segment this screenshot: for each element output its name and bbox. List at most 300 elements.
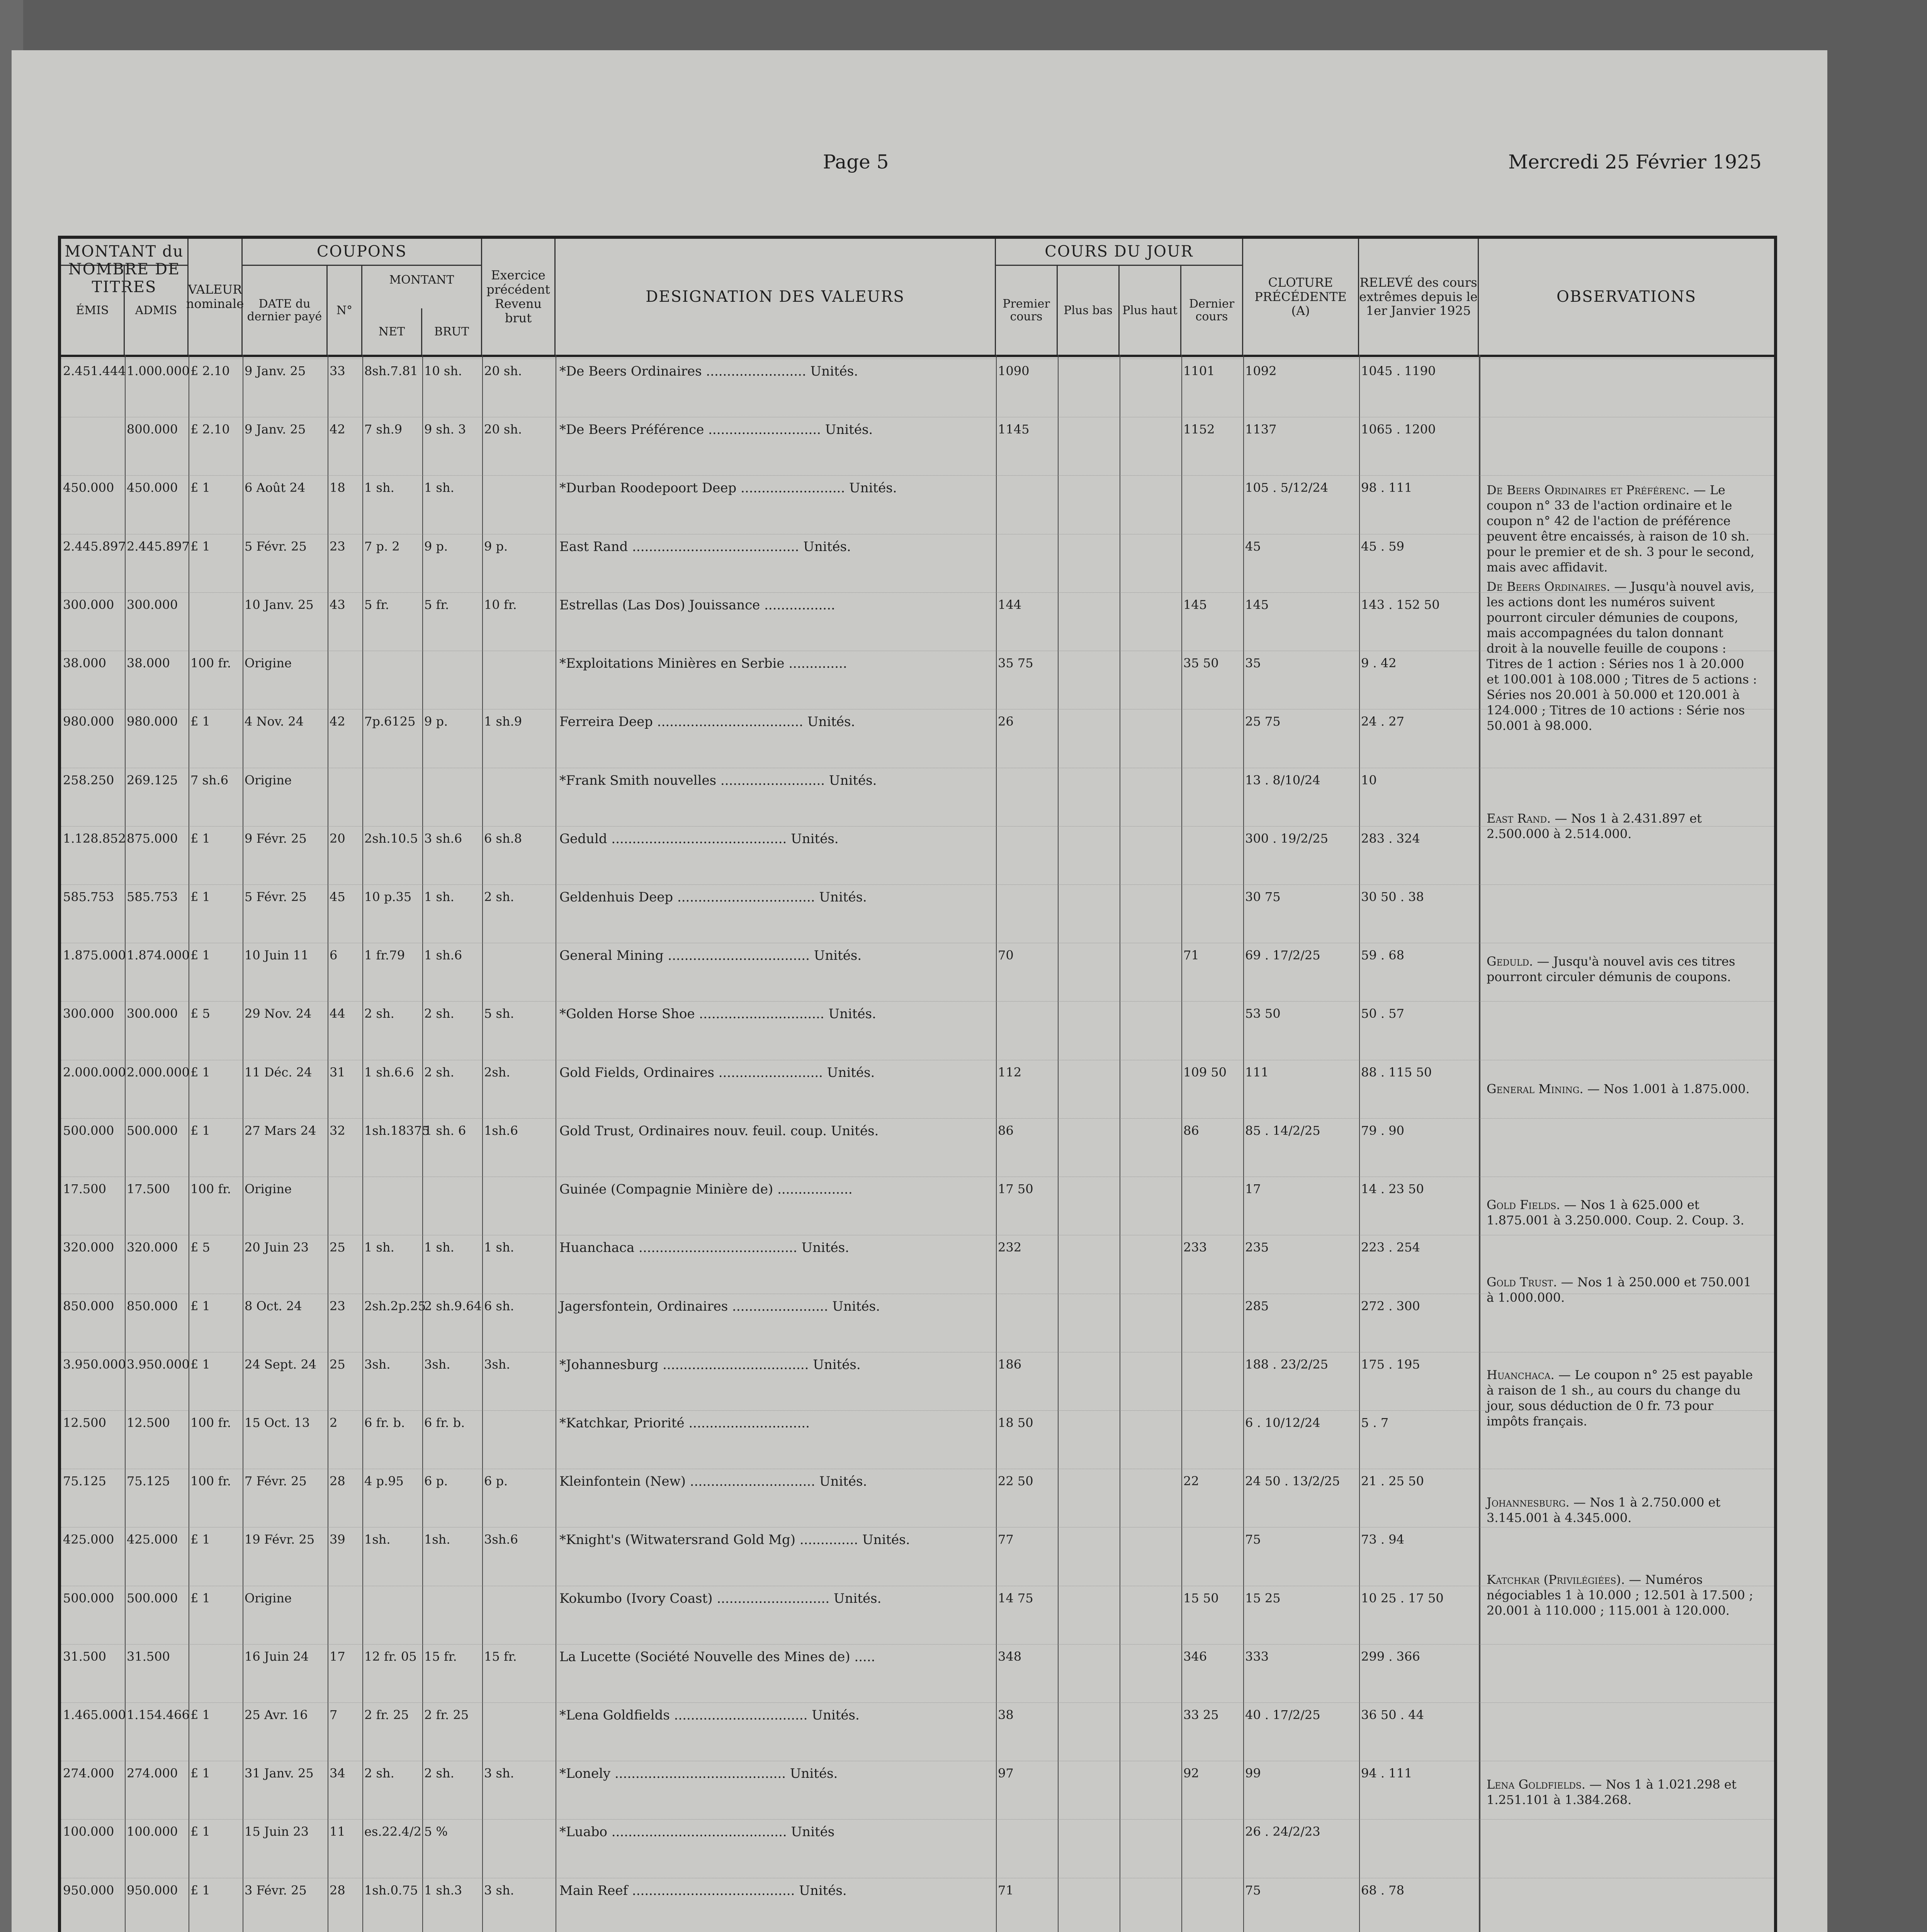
cell-brut: 6 p. <box>424 1474 448 1489</box>
cell-brut: 9 sh. 3 <box>424 422 466 437</box>
cell-name: Guinée (Compagnie Minière de) .................. <box>559 1182 853 1197</box>
cell-exercice: 20 sh. <box>484 364 522 378</box>
observation-text: Nos 1 à 625.000 et 1.875.001 à 3.250.000. Coup. 2. Coup. 3. <box>1487 1197 1745 1228</box>
cell-releve: 14 . 23 50 <box>1361 1182 1424 1197</box>
cell-admis: 3.950.000 <box>127 1357 190 1372</box>
cell-cloture: 300 . 19/2/25 <box>1245 831 1328 846</box>
observation-title: East Rand. — <box>1487 811 1571 826</box>
header-observations: OBSERVATIONS <box>1556 288 1697 306</box>
page-date: Mercredi 25 Février 1925 <box>1508 151 1762 173</box>
cell-emis: 300.000 <box>63 1006 114 1021</box>
cell-date: 5 Févr. 25 <box>245 539 307 554</box>
cell-cloture: 111 <box>1245 1065 1269 1080</box>
cell-premier: 186 <box>998 1357 1022 1372</box>
cell-name: Gold Fields, Ordinaires ......................... Unités. <box>559 1065 875 1080</box>
cell-exercice: 3sh. <box>484 1357 510 1372</box>
cell-valeur: £ 1 <box>190 1357 210 1372</box>
cell-brut: 5 fr. <box>424 597 449 612</box>
observation-text: Numéros négociables 1 à 10.000 ; 12.501 à 17.500 ; 20.001 à 110.000 ; 115.001 à 120.000. <box>1487 1572 1753 1618</box>
cell-dernier: 86 <box>1183 1123 1199 1138</box>
cell-date: 5 Févr. 25 <box>245 889 307 904</box>
cell-name: Gold Trust, Ordinaires nouv. feuil. coup. Unités. <box>559 1123 879 1139</box>
cell-cloture: 40 . 17/2/25 <box>1245 1708 1320 1723</box>
cell-admis: 875.000 <box>127 831 178 846</box>
cell-no: 23 <box>330 1298 345 1313</box>
cell-exercice: 20 sh. <box>484 422 522 437</box>
cell-cloture: 69 . 17/2/25 <box>1245 948 1320 963</box>
cell-name: Kleinfontein (New) .............................. Unités. <box>559 1474 867 1490</box>
cell-cloture: 285 <box>1245 1298 1269 1313</box>
cell-cloture: 45 <box>1245 539 1261 554</box>
cell-name: Estrellas (Las Dos) Jouissance ................. <box>559 597 835 613</box>
cell-net: 10 p.35 <box>364 889 412 904</box>
cell-dernier: 35 50 <box>1183 656 1219 671</box>
cell-name: *Lonely ......................................... Unités. <box>559 1766 838 1782</box>
observation-note <box>1487 1081 1757 1097</box>
table-row <box>61 1878 1774 1932</box>
header-montant: MONTANT du NOMBRE DE TITRES <box>61 239 189 266</box>
cell-releve: 36 50 . 44 <box>1361 1708 1424 1723</box>
observation-text: Jusqu'à nouvel avis, les actions dont les numéros suivent pourront circuler démunies de coupons, mais accompagnées du talon donnant droit à la nouvelle feuille de coupons : Titres de 1 action : Séries nos 1 à 20.000 et 100.001 à 108.000 ; Titres de 5 actions : Séries nos 20.001 à 50.000 et 120.001 à 124.000 ; Titres de 10 actions : Série nos 50.001 à 98.000. <box>1487 579 1757 733</box>
cell-admis: 31.500 <box>127 1649 170 1664</box>
cell-date: 6 Août 24 <box>245 480 306 495</box>
cell-emis: 274.000 <box>63 1766 114 1781</box>
cell-admis: 500.000 <box>127 1123 178 1138</box>
cell-no: 28 <box>330 1883 345 1898</box>
cell-releve: 94 . 111 <box>1361 1766 1412 1781</box>
cell-no: 32 <box>330 1123 345 1138</box>
header-plus-bas: Plus bas <box>1058 266 1120 355</box>
cell-emis: 2.451.444 <box>63 364 126 378</box>
cell-name: *Durban Roodepoort Deep ......................... Unités. <box>559 480 897 496</box>
page-header <box>50 151 1762 224</box>
cell-premier: 14 75 <box>998 1590 1033 1605</box>
observation-note <box>1487 811 1757 842</box>
cell-net: 5 fr. <box>364 597 389 612</box>
table-row <box>61 417 1774 476</box>
cell-date: 25 Avr. 16 <box>245 1708 308 1723</box>
cell-premier: 1145 <box>998 422 1030 437</box>
cell-releve: 24 . 27 <box>1361 714 1404 729</box>
cell-valeur: £ 2.10 <box>190 422 230 437</box>
cell-releve: 299 . 366 <box>1361 1649 1420 1664</box>
cell-no: 7 <box>330 1708 338 1723</box>
cell-valeur: £ 1 <box>190 480 210 495</box>
cell-emis: 38.000 <box>63 656 106 671</box>
cell-exercice: 6 sh. <box>484 1298 514 1313</box>
cell-valeur: £ 1 <box>190 1590 210 1605</box>
cell-brut: 5 % <box>424 1824 448 1839</box>
cell-net: 2sh.2p.25 <box>364 1298 426 1313</box>
table-row <box>61 884 1774 943</box>
cell-releve: 98 . 111 <box>1361 480 1412 495</box>
cell-admis: 300.000 <box>127 1006 178 1021</box>
observation-text: Jusqu'à nouvel avis ces titres pourront circuler démunis de coupons. <box>1487 954 1735 984</box>
cell-releve: 88 . 115 50 <box>1361 1065 1432 1080</box>
cell-dernier: 109 50 <box>1183 1065 1227 1080</box>
header-cloture-label: CLOTURE PRÉCÉDENTE <box>1254 275 1347 304</box>
cell-releve: 21 . 25 50 <box>1361 1474 1424 1489</box>
observation-title: De Beers Ordinaires. — <box>1487 579 1631 594</box>
newspaper-page <box>12 50 1827 1932</box>
cell-name: Jagersfontein, Ordinaires ....................... Unités. <box>559 1298 880 1314</box>
cell-date: 29 Nov. 24 <box>245 1006 312 1021</box>
cell-exercice: 3sh.6 <box>484 1532 518 1547</box>
header-valeur: VALEUR nominale <box>189 239 243 355</box>
cell-admis: 850.000 <box>127 1298 178 1313</box>
cell-net: 2 sh. <box>364 1766 394 1781</box>
cell-date: 31 Janv. 25 <box>245 1766 314 1781</box>
cell-net: 1sh. <box>364 1532 391 1547</box>
header-montant-coupon: MONTANT <box>362 266 482 355</box>
cell-cloture: 25 75 <box>1245 714 1281 729</box>
cell-premier: 112 <box>998 1065 1022 1080</box>
observation-note <box>1487 482 1757 575</box>
cell-cloture: 188 . 23/2/25 <box>1245 1357 1328 1372</box>
cell-exercice: 15 fr. <box>484 1649 517 1664</box>
observation-title: Johannesburg. — <box>1487 1495 1590 1510</box>
cell-date: Origine <box>245 1182 292 1197</box>
observation-note <box>1487 1777 1757 1808</box>
cell-name: *Golden Horse Shoe .............................. Unités. <box>559 1006 876 1022</box>
cell-net: 1 sh.6.6 <box>364 1065 414 1080</box>
cell-valeur: 7 sh.6 <box>190 772 229 787</box>
header-cours: COURS DU JOUR <box>996 239 1243 266</box>
cell-admis: 300.000 <box>127 597 178 612</box>
cell-dernier: 1101 <box>1183 364 1215 378</box>
cell-date: Origine <box>245 656 292 671</box>
cell-date: 3 Févr. 25 <box>245 1883 307 1898</box>
cell-cloture: 333 <box>1245 1649 1269 1664</box>
cell-date: 20 Juin 23 <box>245 1240 309 1255</box>
cell-valeur: £ 1 <box>190 1766 210 1781</box>
observation-title: Katchkar (Privilégiées). — <box>1487 1572 1645 1587</box>
cell-dernier: 22 <box>1183 1474 1199 1489</box>
cell-admis: 12.500 <box>127 1415 170 1430</box>
cell-dernier: 15 50 <box>1183 1590 1219 1605</box>
cell-cloture: 13 . 8/10/24 <box>1245 772 1320 787</box>
cell-releve: 175 . 195 <box>1361 1357 1420 1372</box>
cell-date: 15 Oct. 13 <box>245 1415 310 1430</box>
observation-text: Le coupon n° 33 de l'action ordinaire et le coupon n° 42 de l'action de préférence peuvent être encaissés, à raison de 10 sh. pour le premier et de sh. 3 pour le second, mais avec affidavit. <box>1487 483 1755 575</box>
cell-emis: 3.950.000 <box>63 1357 126 1372</box>
cell-premier: 38 <box>998 1708 1014 1723</box>
cell-date: 19 Févr. 25 <box>245 1532 315 1547</box>
cell-emis: 850.000 <box>63 1298 114 1313</box>
cell-releve: 10 25 . 17 50 <box>1361 1590 1444 1605</box>
cell-no: 44 <box>330 1006 345 1021</box>
cell-admis: 425.000 <box>127 1532 178 1547</box>
cell-exercice: 10 fr. <box>484 597 517 612</box>
cell-releve: 30 50 . 38 <box>1361 889 1424 904</box>
header-exercice: Exercice précédent Revenu brut <box>482 239 556 355</box>
cell-valeur: £ 1 <box>190 831 210 846</box>
cell-brut: 2 fr. 25 <box>424 1708 469 1723</box>
cell-emis: 425.000 <box>63 1532 114 1547</box>
cell-no: 34 <box>330 1766 345 1781</box>
cell-premier: 77 <box>998 1532 1014 1547</box>
cell-dernier: 346 <box>1183 1649 1207 1664</box>
cell-emis: 450.000 <box>63 480 114 495</box>
cell-emis: 2.445.897 <box>63 539 126 554</box>
cell-emis: 17.500 <box>63 1182 106 1197</box>
cell-date: 8 Oct. 24 <box>245 1298 302 1313</box>
cell-no: 28 <box>330 1474 345 1489</box>
cell-admis: 800.000 <box>127 422 178 437</box>
cell-no: 39 <box>330 1532 345 1547</box>
header-designation: DESIGNATION DES VALEURS <box>556 239 996 355</box>
cell-name: Huanchaca ...................................... Unités. <box>559 1240 850 1256</box>
cell-emis: 1.465.000 <box>63 1708 126 1723</box>
cell-brut: 1 sh. <box>424 889 454 904</box>
cell-admis: 38.000 <box>127 656 170 671</box>
cell-admis: 1.000.000 <box>127 364 190 378</box>
cell-brut: 1 sh. <box>424 480 454 495</box>
observation-note <box>1487 1197 1757 1228</box>
cell-exercice: 6 sh.8 <box>484 831 522 846</box>
table-row <box>61 359 1774 417</box>
header-coupons: COUPONS <box>243 239 482 266</box>
cell-name: La Lucette (Société Nouvelle des Mines de) ..... <box>559 1649 875 1665</box>
cell-name: General Mining .................................. Unités. <box>559 948 862 964</box>
cell-name: *Frank Smith nouvelles ......................... Unités. <box>559 772 877 788</box>
cell-name: *De Beers Ordinaires ........................ Unités. <box>559 364 858 379</box>
cell-valeur: £ 1 <box>190 714 210 729</box>
table-row <box>61 1118 1774 1177</box>
cell-admis: 320.000 <box>127 1240 178 1255</box>
cell-premier: 71 <box>998 1883 1014 1898</box>
header-date: DATE du dernier payé <box>243 266 328 355</box>
cell-admis: 17.500 <box>127 1182 170 1197</box>
cell-admis: 269.125 <box>127 772 178 787</box>
observation-title: Lena Goldfields. — <box>1487 1777 1606 1792</box>
cell-valeur: £ 5 <box>190 1240 210 1255</box>
observation-text: Nos 1 à 1.021.298 et 1.251.101 à 1.384.268. <box>1487 1777 1737 1807</box>
cell-cloture: 17 <box>1245 1182 1261 1197</box>
header-no: N° <box>328 266 362 355</box>
cell-brut: 9 p. <box>424 714 448 729</box>
cell-exercice: 1 sh. <box>484 1240 514 1255</box>
cell-date: 4 Nov. 24 <box>245 714 304 729</box>
cell-valeur: £ 1 <box>190 1298 210 1313</box>
cell-cloture: 26 . 24/2/23 <box>1245 1824 1320 1839</box>
quotation-table <box>58 236 1777 1932</box>
cell-emis: 585.753 <box>63 889 114 904</box>
cell-net: 1sh.18375 <box>364 1123 430 1138</box>
table-row <box>61 1001 1774 1060</box>
cell-name: *Luabo .......................................... Unités <box>559 1824 835 1840</box>
observation-text: Le coupon n° 25 est payable à raison de 1 sh., au cours du change du jour, sous déduction de 0 fr. 73 pour impôts français. <box>1487 1367 1753 1429</box>
cell-valeur: £ 1 <box>190 539 210 554</box>
cell-releve: 50 . 57 <box>1361 1006 1404 1021</box>
cell-brut: 2 sh. <box>424 1006 454 1021</box>
cell-name: Main Reef ....................................... Unités. <box>559 1883 847 1898</box>
cell-cloture: 1137 <box>1245 422 1277 437</box>
cell-premier: 35 75 <box>998 656 1033 671</box>
cell-cloture: 30 75 <box>1245 889 1281 904</box>
cell-admis: 450.000 <box>127 480 178 495</box>
cell-brut: 10 sh. <box>424 364 462 378</box>
cell-cloture: 75 <box>1245 1532 1261 1547</box>
observation-note <box>1487 579 1757 733</box>
observation-title: General Mining. — <box>1487 1082 1604 1096</box>
observation-title: Huanchaca. — <box>1487 1367 1575 1382</box>
cell-dernier: 33 25 <box>1183 1708 1219 1723</box>
cell-premier: 26 <box>998 714 1014 729</box>
cell-admis: 1.154.466 <box>127 1708 190 1723</box>
cell-releve: 9 . 42 <box>1361 656 1397 671</box>
cell-emis: 100.000 <box>63 1824 114 1839</box>
cell-brut: 1sh. <box>424 1532 450 1547</box>
cell-net: 12 fr. 05 <box>364 1649 417 1664</box>
cell-net: 3sh. <box>364 1357 391 1372</box>
table-header <box>61 239 1774 357</box>
cell-exercice: 2 sh. <box>484 889 514 904</box>
cell-net: 1 sh. <box>364 480 394 495</box>
cell-premier: 18 50 <box>998 1415 1033 1430</box>
cell-admis: 980.000 <box>127 714 178 729</box>
cell-net: es.22.4/2 <box>364 1824 421 1839</box>
cell-dernier: 145 <box>1183 597 1207 612</box>
cell-releve: 1045 . 1190 <box>1361 364 1436 378</box>
cell-exercice: 3 sh. <box>484 1883 514 1898</box>
cell-releve: 45 . 59 <box>1361 539 1404 554</box>
cell-cloture: 24 50 . 13/2/25 <box>1245 1474 1340 1489</box>
cell-cloture: 15 25 <box>1245 1590 1281 1605</box>
cell-premier: 1090 <box>998 364 1030 378</box>
cell-admis: 585.753 <box>127 889 178 904</box>
page-number: Page 5 <box>823 151 889 173</box>
cell-exercice: 6 p. <box>484 1474 508 1489</box>
cell-no: 18 <box>330 480 345 495</box>
observation-text: Nos 1 à 250.000 et 750.001 à 1.000.000. <box>1487 1275 1752 1305</box>
cell-brut: 1 sh.3 <box>424 1883 462 1898</box>
observation-note <box>1487 954 1757 985</box>
cell-net: 6 fr. b. <box>364 1415 405 1430</box>
cell-valeur: £ 1 <box>190 1065 210 1080</box>
cell-admis: 2.000.000 <box>127 1065 190 1080</box>
cell-emis: 75.125 <box>63 1474 106 1489</box>
cell-cloture: 235 <box>1245 1240 1269 1255</box>
cell-releve: 73 . 94 <box>1361 1532 1404 1547</box>
cell-releve: 283 . 324 <box>1361 831 1420 846</box>
cell-no: 25 <box>330 1240 345 1255</box>
cell-releve: 223 . 254 <box>1361 1240 1420 1255</box>
cell-cloture: 53 50 <box>1245 1006 1281 1021</box>
table-row <box>61 1819 1774 1878</box>
cell-valeur: 100 fr. <box>190 1182 231 1197</box>
cell-name: *Johannesburg ................................... Unités. <box>559 1357 861 1372</box>
cell-emis: 500.000 <box>63 1590 114 1605</box>
cell-releve: 5 . 7 <box>1361 1415 1389 1430</box>
cell-date: Origine <box>245 1590 292 1605</box>
header-brut: BRUT <box>422 308 482 355</box>
cell-releve: 79 . 90 <box>1361 1123 1404 1138</box>
header-cloture <box>1243 239 1359 355</box>
cell-no: 42 <box>330 422 345 437</box>
cell-no: 6 <box>330 948 338 963</box>
cell-admis: 274.000 <box>127 1766 178 1781</box>
cell-brut: 2 sh. <box>424 1065 454 1080</box>
cell-premier: 144 <box>998 597 1022 612</box>
cell-emis: 2.000.000 <box>63 1065 126 1080</box>
cell-exercice: 3 sh. <box>484 1766 514 1781</box>
cell-date: 27 Mars 24 <box>245 1123 316 1138</box>
cell-no: 25 <box>330 1357 345 1372</box>
cell-net: 1 sh. <box>364 1240 394 1255</box>
cell-name: *Exploitations Minières en Serbie .............. <box>559 656 847 672</box>
header-cloture-note: (A) <box>1291 303 1310 318</box>
cell-name: *Knight's (Witwatersrand Gold Mg) .............. Unités. <box>559 1532 910 1548</box>
cell-cloture: 145 <box>1245 597 1269 612</box>
cell-date: 24 Sept. 24 <box>245 1357 317 1372</box>
cell-no: 23 <box>330 539 345 554</box>
cell-name: Geduld .......................................... Unités. <box>559 831 839 847</box>
cell-valeur: 100 fr. <box>190 1474 231 1489</box>
cell-name: Kokumbo (Ivory Coast) ........................... Unités. <box>559 1590 882 1606</box>
observation-text: Nos 1 à 2.431.897 et 2.500.000 à 2.514.000. <box>1487 811 1702 841</box>
cell-valeur: £ 5 <box>190 1006 210 1021</box>
cell-valeur: £ 1 <box>190 1532 210 1547</box>
cell-admis: 2.445.897 <box>127 539 190 554</box>
cell-emis: 300.000 <box>63 597 114 612</box>
cell-emis: 500.000 <box>63 1123 114 1138</box>
cell-brut: 9 p. <box>424 539 448 554</box>
cell-date: 9 Févr. 25 <box>245 831 307 846</box>
cell-dernier: 71 <box>1183 948 1199 963</box>
cell-no: 20 <box>330 831 345 846</box>
cell-premier: 17 50 <box>998 1182 1033 1197</box>
cell-exercice: 1sh.6 <box>484 1123 518 1138</box>
cell-admis: 100.000 <box>127 1824 178 1839</box>
cell-date: Origine <box>245 772 292 787</box>
header-releve: RELEVÉ des cours extrêmes depuis le 1er Janvier 1925 <box>1359 239 1479 355</box>
cell-brut: 3sh. <box>424 1357 450 1372</box>
cell-exercice: 2sh. <box>484 1065 510 1080</box>
cell-exercice: 5 sh. <box>484 1006 514 1021</box>
cell-no: 42 <box>330 714 345 729</box>
cell-emis: 12.500 <box>63 1415 106 1430</box>
observation-title: Geduld. — <box>1487 954 1553 969</box>
cell-cloture: 85 . 14/2/25 <box>1245 1123 1320 1138</box>
cell-net: 4 p.95 <box>364 1474 404 1489</box>
cell-releve: 272 . 300 <box>1361 1298 1420 1313</box>
cell-date: 11 Déc. 24 <box>245 1065 312 1080</box>
cell-valeur: £ 1 <box>190 889 210 904</box>
cell-date: 10 Juin 11 <box>245 948 309 963</box>
cell-net: 2sh.10.5 <box>364 831 418 846</box>
cell-emis: 980.000 <box>63 714 114 729</box>
cell-name: *Katchkar, Priorité ............................. <box>559 1415 810 1431</box>
cell-name: East Rand ........................................ Unités. <box>559 539 851 554</box>
cell-admis: 1.874.000 <box>127 948 190 963</box>
cell-no: 2 <box>330 1415 338 1430</box>
cell-valeur: 100 fr. <box>190 1415 231 1430</box>
cell-brut: 15 fr. <box>424 1649 457 1664</box>
cell-emis: 950.000 <box>63 1883 114 1898</box>
table-row <box>61 1644 1774 1703</box>
cell-valeur: £ 1 <box>190 1883 210 1898</box>
cell-no: 45 <box>330 889 345 904</box>
cell-no: 31 <box>330 1065 345 1080</box>
table-row <box>61 1702 1774 1761</box>
cell-brut: 6 fr. b. <box>424 1415 465 1430</box>
cell-emis: 1.875.000 <box>63 948 126 963</box>
cell-exercice: 1 sh.9 <box>484 714 522 729</box>
cell-releve: 10 <box>1361 772 1377 787</box>
cell-valeur: £ 1 <box>190 948 210 963</box>
cell-net: 7p.6125 <box>364 714 416 729</box>
